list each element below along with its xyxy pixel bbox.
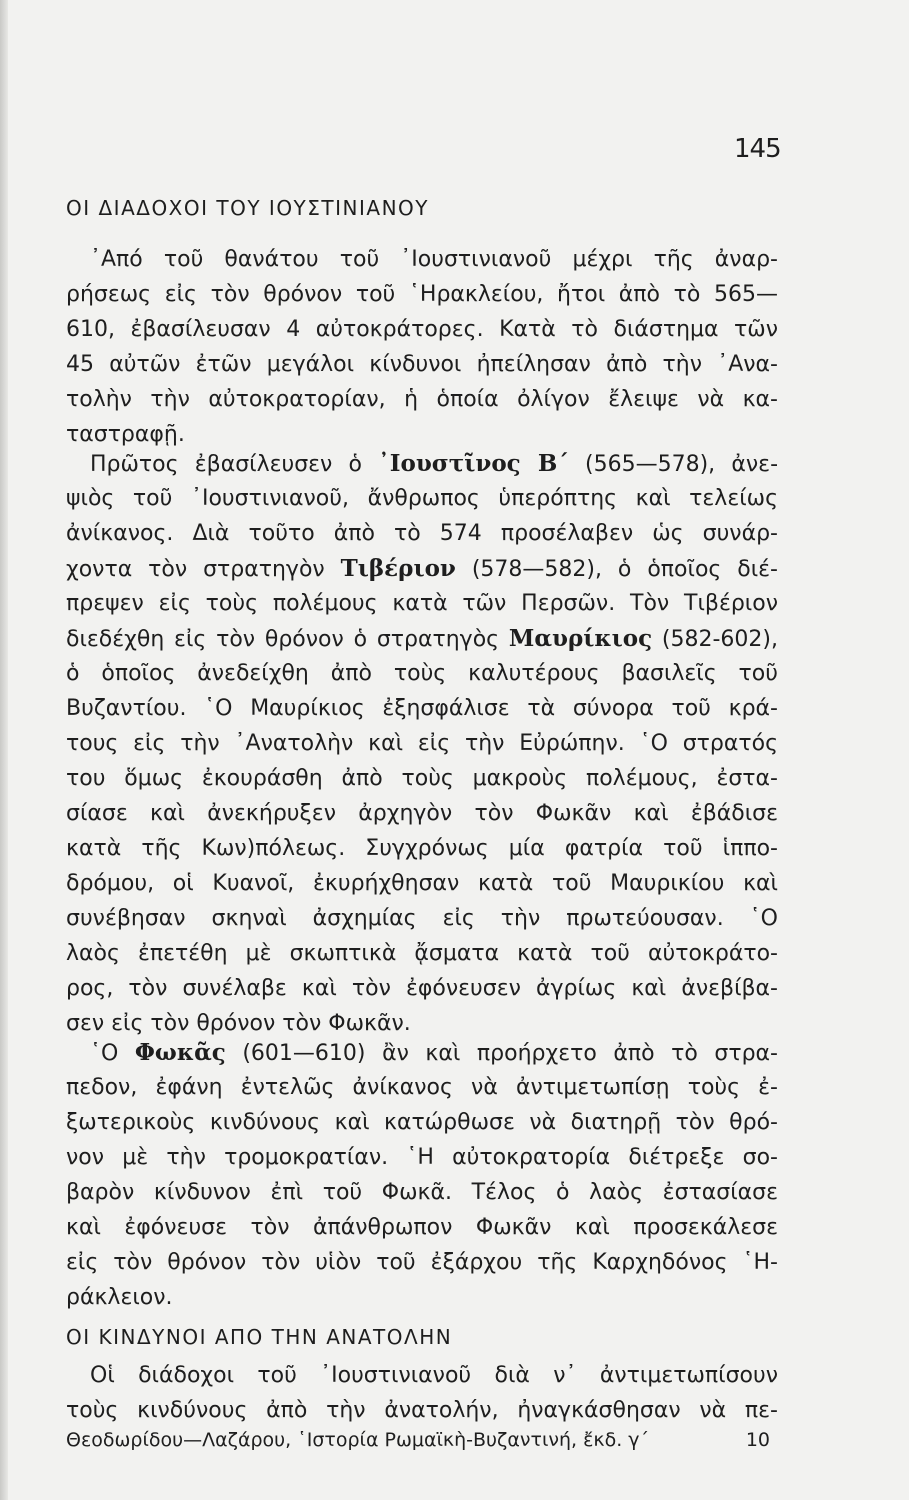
text-line: βαρὸν κίνδυνον ἐπὶ τοῦ Φωκᾶ. Τέλος ὁ λαὸς ἐστασίασε	[66, 1180, 778, 1205]
footer	[66, 1429, 770, 1451]
text-line: λαὸς ἐπετέθη μὲ σκωπτικὰ ᾄσματα κατὰ τοῦ αὐτοκράτο-	[66, 941, 778, 966]
text-line: ρος, τὸν συνέλαβε καὶ τὸν ἐφόνευσεν ἀγρίως καὶ ἀνεβίβα-	[66, 976, 778, 1001]
text-line: σεν εἰς τὸν θρόνον τὸν Φωκᾶν.	[66, 1011, 411, 1036]
page-number: 145	[734, 134, 781, 164]
text-line: ταστραφῇ.	[66, 422, 185, 447]
text-line: ᾿Από τοῦ θανάτου τοῦ ᾿Ιουστινιανοῦ μέχρι τῆς ἀναρ-	[90, 247, 778, 272]
text-line: 45 αὐτῶν ἐτῶν μεγάλοι κίνδυνοι ἠπείλησαν ἀπὸ τὴν ᾿Ανα-	[66, 352, 778, 377]
text-line: συνέβησαν σκηναὶ ἀσχημίας εἰς τὴν πρωτεύουσαν. ῾Ο	[66, 906, 778, 931]
text-line: ἀνίκανος. Διὰ τοῦτο ἀπὸ τὸ 574 προσέλαβεν ὡς συνάρ-	[66, 521, 778, 546]
text-line: χοντα τὸν στρατηγὸν Τιβέριον (578—582), ὁ ὁποῖος διέ-	[66, 555, 778, 582]
text-line: Βυζαντίου. ῾Ο Μαυρίκιος ἐξησφάλισε τὰ σύνορα τοῦ κρά-	[66, 696, 778, 721]
text-line: σίασε καὶ ἀνεκήρυξεν ἀρχηγὸν τὸν Φωκᾶν καὶ ἐβάδισε	[66, 801, 778, 826]
emperor-name: ᾿Ιουστῖνος Β΄	[378, 450, 569, 477]
text-line: ψιὸς τοῦ ᾿Ιουστινιανοῦ, ἄνθρωπος ὑπερόπτης καὶ τελείως	[66, 486, 778, 511]
footer-citation: Θεοδωρίδου—Λαζάρου, ῾Ιστορία Ρωμαϊκὴ-Βυζαντινή, ἔκδ. γ΄	[66, 1429, 650, 1451]
text-line: τους εἰς τὴν ᾿Ανατολὴν καὶ εἰς τὴν Εὐρώπην. ῾Ο στρατός	[66, 731, 778, 756]
text-line: τοὺς κινδύνους ἀπὸ τὴν ἀνατολήν, ἠναγκάσθησαν νὰ πε-	[66, 1398, 778, 1423]
text-line: πρεψεν εἰς τοὺς πολέμους κατὰ τῶν Περσῶν. Τὸν Τιβέριον	[66, 591, 778, 616]
signature-number: 10	[745, 1429, 770, 1451]
text-line: δρόμου, οἱ Κυανοῖ, ἐκυρήχθησαν κατὰ τοῦ Μαυρικίου καὶ	[66, 871, 778, 896]
text-line: ῾Ο Φωκᾶς (601—610) ἂν καὶ προήρχετο ἀπὸ τὸ στρα-	[90, 1039, 778, 1066]
page-edge	[0, 0, 8, 1500]
section-heading: ΟΙ ΔΙΑΔΟΧΟΙ ΤΟΥ ΙΟΥΣΤΙΝΙΑΝΟΥ	[66, 196, 429, 220]
text-line: τολὴν τὴν αὐτοκρατορίαν, ἡ ὁποία ὀλίγον ἔλειψε νὰ κα-	[66, 387, 778, 412]
text-line: του ὅμως ἐκουράσθη ἀπὸ τοὺς μακροὺς πολέμους, ἐστα-	[66, 766, 778, 791]
text-line: Οἱ διάδοχοι τοῦ ᾿Ιουστινιανοῦ διὰ ν᾿ ἀντιμετωπίσουν	[90, 1363, 778, 1388]
text-line: ράκλειον.	[66, 1285, 173, 1310]
emperor-name: Φωκᾶς	[134, 1039, 226, 1066]
text-line: νον μὲ τὴν τρομοκρατίαν. ῾Η αὐτοκρατορία διέτρεξε σο-	[66, 1145, 778, 1170]
text-line: κατὰ τῆς Κων)πόλεως. Συγχρόνως μία φατρία τοῦ ἱππο-	[66, 836, 778, 861]
text-line: ρήσεως εἰς τὸν θρόνον τοῦ ῾Ηρακλείου, ἤτοι ἀπὸ τὸ 565—	[66, 282, 778, 307]
text-line: πεδον, ἐφάνη ἐντελῶς ἀνίκανος νὰ ἀντιμετωπίσῃ τοὺς ἐ-	[66, 1075, 778, 1100]
text-line: καὶ ἐφόνευσε τὸν ἀπάνθρωπον Φωκᾶν καὶ προσεκάλεσε	[66, 1215, 778, 1240]
text-line: ξωτερικοὺς κινδύνους καὶ κατώρθωσε νὰ διατηρῇ τὸν θρό-	[66, 1110, 778, 1135]
emperor-name: Τιβέριον	[340, 555, 456, 582]
text-line: ὁ ὁποῖος ἀνεδείχθη ἀπὸ τοὺς καλυτέρους βασιλεῖς τοῦ	[66, 661, 778, 686]
text-line: εἰς τὸν θρόνον τὸν υἱὸν τοῦ ἐξάρχου τῆς Καρχηδόνος ῾Η-	[66, 1250, 778, 1275]
section-heading: ΟΙ ΚΙΝΔΥΝΟΙ ΑΠΟ ΤΗΝ ΑΝΑΤΟΛΗΝ	[66, 1325, 453, 1349]
emperor-name: Μαυρίκιος	[508, 625, 653, 652]
text-line: Πρῶτος ἐβασίλευσεν ὁ ᾿Ιουστῖνος Β΄ (565—578), ἀνε-	[90, 450, 778, 477]
text-line: 610, ἐβασίλευσαν 4 αὐτοκράτορες. Κατὰ τὸ διάστημα τῶν	[66, 317, 778, 342]
text-line: διεδέχθη εἰς τὸν θρόνον ὁ στρατηγὸς Μαυρίκιος (582-602),	[66, 625, 778, 652]
